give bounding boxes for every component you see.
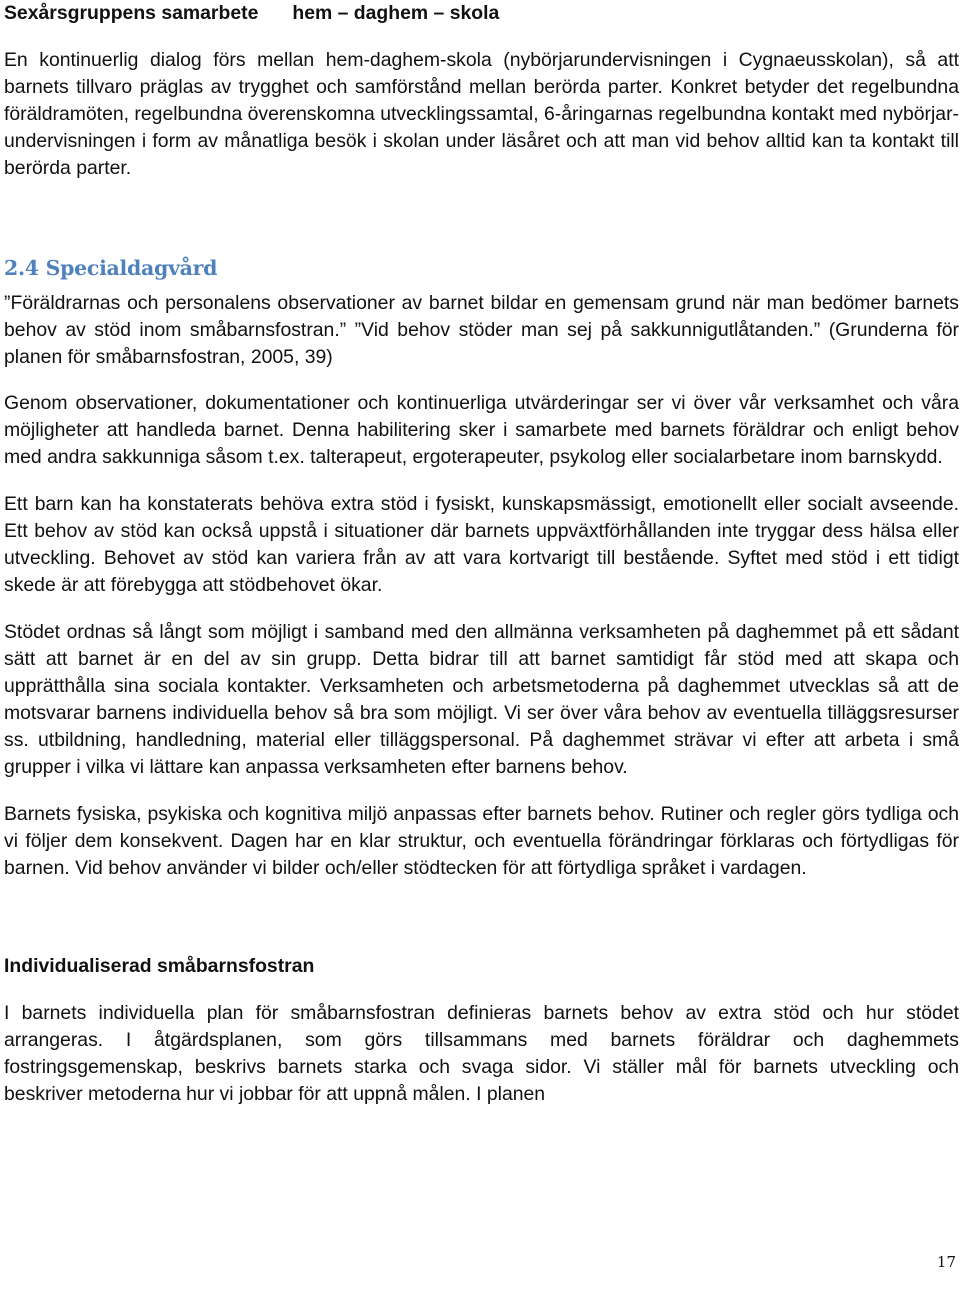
paragraph-individuell-plan: I barnets individuella plan för småbarnsfostran definieras barnets behov av extra stöd och hur stödet arrangeras. I åtgärdsplanen, som görs tillsammans med barnets föräldrar och daghemmets fostringsgemenskap, beskrivs barnets starka och svaga sidor. Vi ställer mål för barnets utveckling och beskriver metoderna hur vi jobbar för att uppnå målen. I planen: [4, 1002, 959, 1105]
paragraph-observationer: Genom observationer, dokumentationer och kontinuerliga utvärderingar ser vi över vår verksamhet och våra möjligheter att handleda barnet. Denna habilitering sker i samarbete med barnets föräldrar och enligt behov med andra sakkunniga såsom t.ex. talterapeut, ergoterapeuter, psykolog eller socialarbetare inom barnskydd.: [4, 392, 959, 468]
heading-specialdagvard: 2.4 Specialdagvård: [4, 256, 218, 280]
section-title: [4, 0, 959, 26]
paragraph-fysiska: Barnets fysiska, psykiska och kognitiva miljö anpassas efter barnets behov. Rutiner och regler görs tydliga och vi följer dem konsekvent. Dagen har en klar struktur, och eventuella förändringar förklaras och förtydligas för barnen. Vid behov använder vi bilder och/eller stödtecken för att förtydliga språket i vardagen.: [4, 803, 959, 879]
section-title-left: Sexårsgruppens samarbete: [4, 2, 259, 24]
document-page: [4, 0, 959, 1108]
paragraph-quote: ”Föräldrarnas och personalens observationer av barnet bildar en gemensam grund när man bedömer barnets behov av stöd inom småbarnsfostran.” ”Vid behov stöder man sej på sakkunnigutlåtanden.” (Grunderna för planen för småbarnsfostran, 2005, 39): [4, 292, 959, 368]
paragraph-extra-stod: Ett barn kan ha konstaterats behöva extra stöd i fysiskt, kunskapsmässigt, emotionellt eller socialt avseende. Ett behov av stöd kan också uppstå i situationer där barnets uppväxtförhållanden inte tryggar dess hälsa eller utveckling. Behovet av stöd kan variera från av att vara kortvarigt till bestående. Syftet med stöd i ett tidigt skede är att förebygga att stödbehovet ökar.: [4, 493, 959, 596]
paragraph-dialog: En kontinuerlig dialog förs mellan hem-daghem-skola (nybörjarundervisningen i Cygnaeusskolan), så att barnets tillvaro präglas av trygghet och samförstånd mellan berörda parter. Konkret betyder det regelbundna föräldramöten, regelbundna överenskomna utvecklingssamtal, 6-åringarnas regelbundna kontakt med nybörjar-undervisningen i form av månatliga besök i skolan under läsåret och att man vid behov alltid kan ta kontakt till berörda parter.: [4, 49, 959, 179]
paragraph-stodet: Stödet ordnas så långt som möjligt i samband med den allmänna verksamheten på daghemmet på ett sådant sätt att barnet är en del av sin grupp. Detta bidrar till att barnet samtidigt får stöd med att skapa och upprätthålla sina sociala kontakter. Verksamheten och arbetsmetoderna på daghemmet utvecklas så att de motsvarar barnens individuella behov så bra som möjligt. Vi ser över våra behov av eventuella tilläggsresurser ss. utbildning, handledning, material eller tilläggspersonal. På daghemmet strävar vi efter att arbeta i små grupper i vilka vi lättare kan anpassa verksamheten efter barnens behov.: [4, 621, 959, 778]
page-number: 17: [936, 1253, 956, 1271]
section-title-right: hem – daghem – skola: [292, 2, 500, 24]
heading-individualiserad: Individualiserad småbarnsfostran: [4, 955, 315, 977]
